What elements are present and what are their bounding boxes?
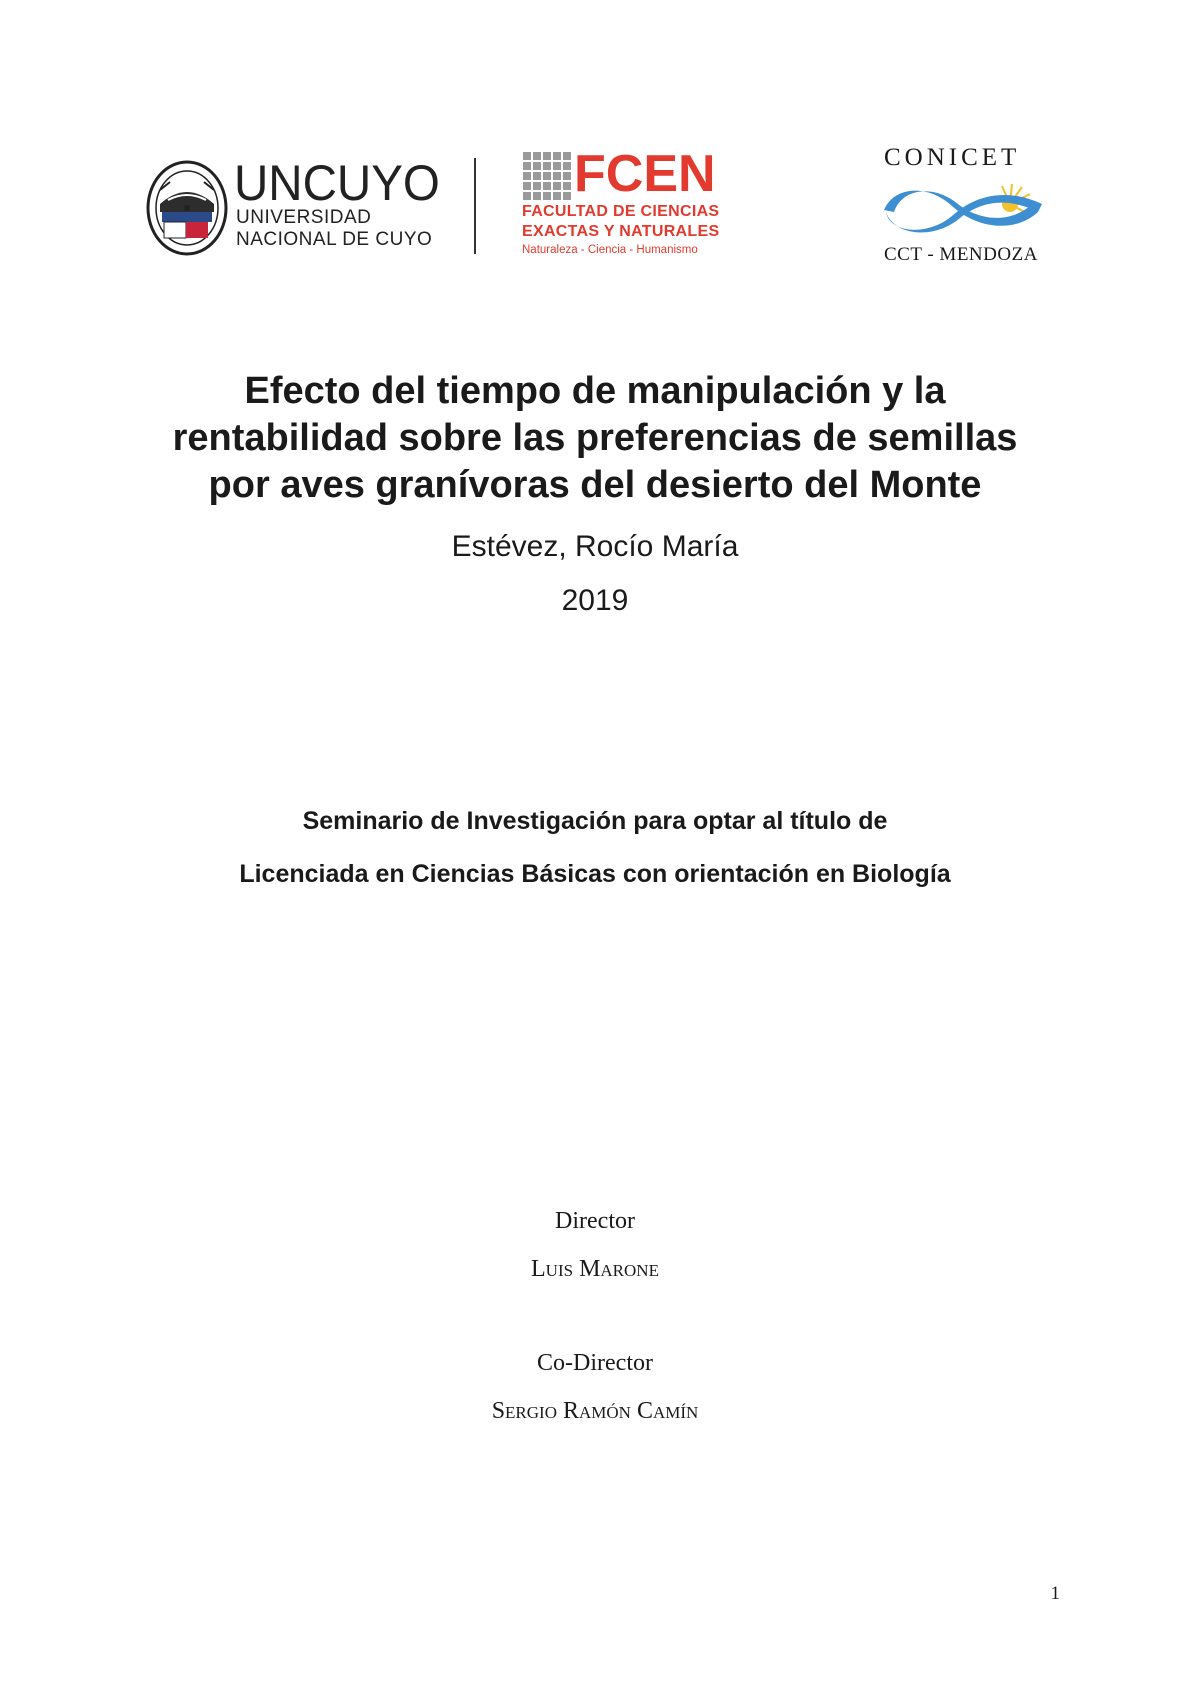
conicet-infinity-sun-icon [880,182,1050,238]
seminar-line-2: Licenciada en Ciencias Básicas con orientación en Biología [239,860,951,888]
title-line: por aves granívoras del desierto del Monte [208,464,982,506]
document-title [100,368,1090,509]
uncuyo-logo-name: UNCUYO [234,155,440,211]
codirector-label: Co-Director [537,1350,653,1376]
logo-divider [474,158,476,254]
uncuyo-logo-line1: UNIVERSIDAD [236,207,372,228]
fcen-logo-line1: FACULTAD DE CIENCIAS [522,203,720,220]
director-name: Luis Marone [531,1256,659,1282]
conicet-logo-name: CONICET [884,144,1021,171]
university-seal-icon [146,160,228,256]
page-number: 1 [1050,1583,1060,1604]
seminar-line-1: Seminario de Investigación para optar al título de [302,807,888,835]
codirector-name: Sergio Ramón Camín [491,1398,699,1424]
author-name: Estévez, Rocío María [451,530,739,563]
fcen-logo-line2: EXACTAS Y NATURALES [522,223,720,240]
uncuyo-logo-line2: NACIONAL DE CUYO [236,229,433,250]
conicet-logo-subtitle: CCT - MENDOZA [884,244,1038,265]
fcen-logo-name: FCEN [574,145,716,203]
title-line: rentabilidad sobre las preferencias de semillas [172,417,1018,459]
director-label: Director [555,1208,635,1234]
fcen-grid-icon [523,152,571,200]
fcen-logo-tagline: Naturaleza - Ciencia - Humanismo [522,244,698,256]
title-line: Efecto del tiempo de manipulación y la [244,370,946,412]
publication-year: 2019 [561,584,629,617]
